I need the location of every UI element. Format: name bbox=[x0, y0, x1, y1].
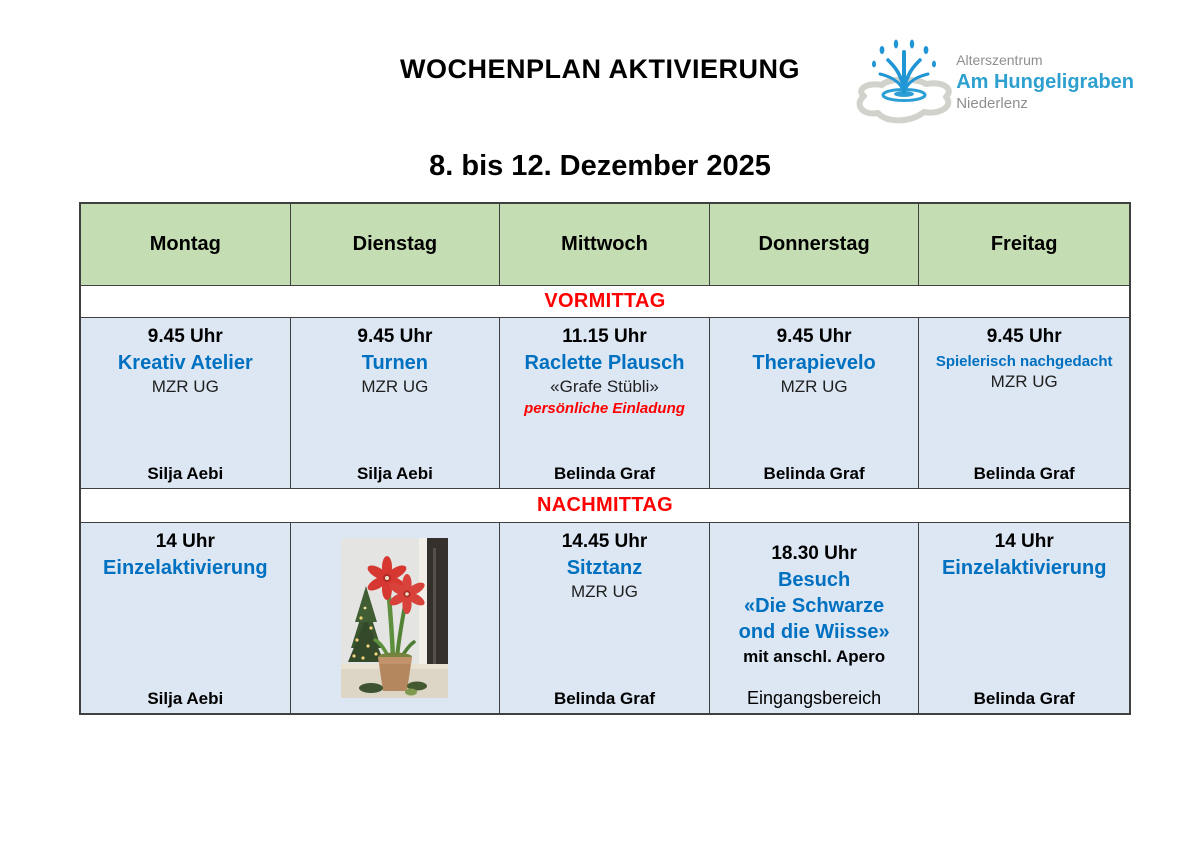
day-header-mittwoch: Mittwoch bbox=[500, 204, 710, 286]
org-town: Niederlenz bbox=[956, 94, 1028, 112]
person-label: Belinda Graf bbox=[763, 464, 865, 483]
person-label: Belinda Graf bbox=[553, 689, 656, 708]
schedule-table bbox=[79, 202, 1131, 715]
section-label-vormittag: VORMITTAG bbox=[81, 286, 1129, 318]
time-label: 14.45 Uhr bbox=[561, 531, 648, 552]
activity-label-line1: Besuch bbox=[777, 568, 851, 591]
activity-label: Spielerisch nachgedacht bbox=[935, 352, 1113, 370]
time-label: 11.15 Uhr bbox=[562, 326, 647, 347]
location-label: MZR UG bbox=[151, 376, 219, 396]
logo-text bbox=[956, 36, 1134, 113]
activity-label-line2: «Die Schwarze bbox=[744, 594, 885, 617]
activity-label: Turnen bbox=[361, 351, 429, 374]
cell-donnerstag-vormittag bbox=[710, 318, 920, 489]
location-label: MZR UG bbox=[361, 376, 429, 396]
time-label: 18.30 Uhr bbox=[771, 543, 857, 564]
cell-donnerstag-nachmittag bbox=[710, 523, 920, 713]
time-label: 9.45 Uhr bbox=[776, 326, 852, 347]
activity-label: Kreativ Atelier bbox=[117, 351, 253, 374]
person-label: Silja Aebi bbox=[147, 464, 224, 483]
activity-label: Therapievelo bbox=[752, 351, 876, 374]
location-label: MZR UG bbox=[780, 376, 848, 396]
person-label: Silja Aebi bbox=[356, 464, 433, 483]
amaryllis-christmas-photo bbox=[341, 538, 448, 698]
activity-label: Einzelaktivierung bbox=[103, 556, 268, 579]
cell-freitag-vormittag bbox=[919, 318, 1129, 489]
day-header-freitag: Freitag bbox=[919, 204, 1129, 286]
apero-note: mit anschl. Apero bbox=[743, 646, 886, 666]
time-label: 9.45 Uhr bbox=[986, 326, 1062, 347]
person-label: Belinda Graf bbox=[553, 464, 656, 483]
cell-montag-vormittag bbox=[81, 318, 291, 489]
day-header-donnerstag: Donnerstag bbox=[710, 204, 920, 286]
cell-mittwoch-nachmittag bbox=[500, 523, 710, 713]
time-label: 9.45 Uhr bbox=[357, 326, 433, 347]
logo bbox=[852, 36, 1134, 132]
activity-label-line3: ond die Wiisse» bbox=[738, 620, 890, 643]
time-label: 9.45 Uhr bbox=[147, 326, 223, 347]
page-title: WOCHENPLAN AKTIVIERUNG bbox=[400, 54, 800, 84]
cell-freitag-nachmittag bbox=[919, 523, 1129, 713]
day-header-montag: Montag bbox=[81, 204, 291, 286]
org-name: Am Hungeligraben bbox=[956, 70, 1134, 93]
location-label: «Grafe Stübli» bbox=[550, 376, 659, 396]
location-footer-label: Eingangsbereich bbox=[747, 688, 882, 708]
activity-label: Raclette Plausch bbox=[524, 351, 685, 374]
time-label: 14 Uhr bbox=[994, 531, 1054, 552]
location-label: MZR UG bbox=[990, 372, 1058, 392]
cell-mittwoch-vormittag bbox=[500, 318, 710, 489]
time-label: 14 Uhr bbox=[155, 531, 215, 552]
fountain-logo-icon bbox=[852, 36, 954, 132]
invitation-note: persönliche Einladung bbox=[524, 399, 685, 417]
cell-dienstag-vormittag bbox=[291, 318, 501, 489]
person-label: Silja Aebi bbox=[147, 689, 224, 708]
cell-dienstag-nachmittag bbox=[291, 523, 501, 713]
org-type: Alterszentrum bbox=[956, 52, 1043, 68]
activity-label: Einzelaktivierung bbox=[941, 556, 1107, 579]
person-label: Belinda Graf bbox=[973, 464, 1075, 483]
person-label: Belinda Graf bbox=[973, 689, 1075, 708]
cell-montag-nachmittag bbox=[81, 523, 291, 713]
section-label-nachmittag: NACHMITTAG bbox=[81, 489, 1129, 523]
activity-label: Sitztanz bbox=[566, 556, 643, 579]
location-label: MZR UG bbox=[570, 581, 639, 601]
date-range: 8. bis 12. Dezember 2025 bbox=[429, 150, 771, 182]
day-header-dienstag: Dienstag bbox=[291, 204, 501, 286]
